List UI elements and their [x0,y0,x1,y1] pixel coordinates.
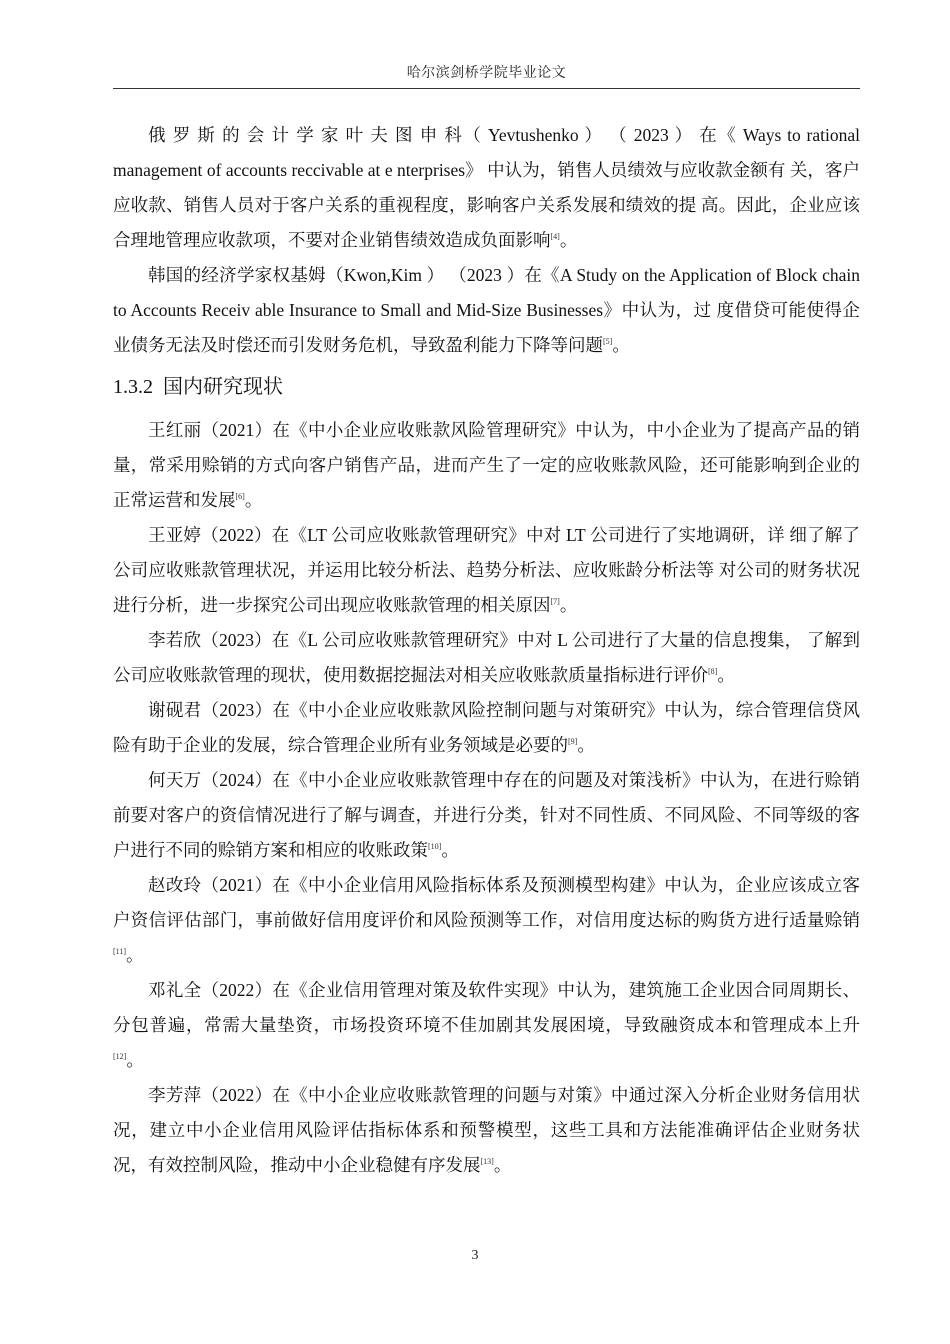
paragraph-end: 。 [577,735,595,755]
paragraph-domestic-8 [113,1078,860,1183]
paragraph-text: 俄 罗 斯 的 会 计 学 家 叶 夫 图 申 科（ Yevtushenko ） （ 2023 ） 在《 Ways to rational management of accounts reccivable at e nterprises》 中认为，销售人员绩效与应收款金额有 关，客户应收款、销售人员对于客户关系的重视程度，影响客户关系发展和绩效的提 高。因此，企业应该合理地管理应收款项，不要对企业销售绩效造成负面影响 [113,125,860,250]
citation-ref: [4] [550,232,560,242]
header-divider [113,88,860,89]
section-heading [113,367,860,407]
paragraph-text: 李芳萍（2022）在《中小企业应收账款管理的问题与对策》中通过深入分析企业财务信用状况，建立中小企业信用风险评估指标体系和预警模型，这些工具和方法能准确评估企业财务状况，有效控制风险，推动中小企业稳健有序发展 [113,1085,860,1175]
paragraph-end: 。 [493,1155,512,1175]
paragraph-end: 。 [559,595,578,615]
paragraph-end: 。 [717,665,735,685]
citation-ref: [6] [235,492,245,502]
paragraph-domestic-5 [113,763,860,868]
paragraph-domestic-2 [113,518,860,623]
paragraph-text: 赵改玲（2021）在《中小企业信用风险指标体系及预测模型构建》中认为，企业应该成立客户资信评估部门，事前做好信用度评价和风险预测等工作，对信用度达标的购货方进行适量赊销 [113,875,860,930]
paragraph-end: 。 [126,1050,144,1070]
section-number: 1.3.2 [113,376,153,398]
page-number: 3 [471,1248,479,1263]
citation-ref: [11] [113,947,127,957]
citation-ref: [7] [550,597,560,607]
citation-ref: [13] [480,1157,494,1167]
section-title: 国内研究现状 [163,376,283,398]
paragraph-text: 何天万（2024）在《中小企业应收账款管理中存在的问题及对策浅析》中认为，在进行赊销前要对客户的资信情况进行了解与调查，并进行分类，针对不同性质、不同风险、不同等级的客户进行不同的赊销方案和相应的收账政策 [113,770,860,860]
citation-ref: [12] [113,1052,127,1062]
paragraph-text: 王亚婷（2022）在《LT 公司应收账款管理研究》中对 LT 公司进行了实地调研，详 细了解了公司应收账款管理状况，并运用比较分析法、趋势分析法、应收账龄分析法等 对公司的财务状况进行分析，进一步探究公司出现应收账款管理的相关原因 [113,525,860,615]
paragraph-domestic-7 [113,973,860,1078]
paragraph-text: 韩国的经济学家权基姆（Kwon,Kim ） （2023 ）在《A Study on the Application of Block chain to Accounts Receiv able Insurance to Small and Mid-Size Businesses》中认为，过 度借贷可能使得企业债务无法及时偿还而引发财务危机，导致盈利能力下降等问题 [113,265,860,355]
paragraph-domestic-4 [113,693,860,763]
paragraph-end: 。 [441,840,459,860]
paragraph-domestic-6 [113,868,860,973]
paragraph-end: 。 [244,490,263,510]
paragraph-foreign-2 [113,258,860,363]
paragraph-text: 谢砚君（2023）在《中小企业应收账款风险控制问题与对策研究》中认为，综合管理信贷风险有助于企业的发展，综合管理企业所有业务领域是必要的 [113,700,860,755]
paragraph-text: 李若欣（2023）在《L 公司应收账款管理研究》中对 L 公司进行了大量的信息搜集， 了解到公司应收账款管理的现状，使用数据挖掘法对相关应收账款质量指标进行评价 [113,630,860,685]
paragraph-domestic-3 [113,623,860,693]
paragraph-text: 邓礼全（2022）在《企业信用管理对策及软件实现》中认为，建筑施工企业因合同周期长、分包普遍，常需大量垫资，市场投资环境不佳加剧其发展困境，导致融资成本和管理成本上升 [113,980,860,1035]
paragraph-end: 。 [126,945,144,965]
page-body [113,118,860,1183]
citation-ref: [9] [568,737,578,747]
paragraph-end: 。 [559,230,578,250]
paragraph-foreign-1 [113,118,860,258]
paragraph-text: 王红丽（2021）在《中小企业应收账款风险管理研究》中认为，中小企业为了提高产品的销量，常采用赊销的方式向客户销售产品，进而产生了一定的应收账款风险，还可能影响到企业的正常运营和发展 [113,420,860,510]
citation-ref: [10] [428,842,442,852]
citation-ref: [8] [708,667,718,677]
citation-ref: [5] [603,337,613,347]
running-header: 哈尔滨剑桥学院毕业论文 [406,66,567,81]
paragraph-end: 。 [612,335,630,355]
paragraph-domestic-1 [113,413,860,518]
